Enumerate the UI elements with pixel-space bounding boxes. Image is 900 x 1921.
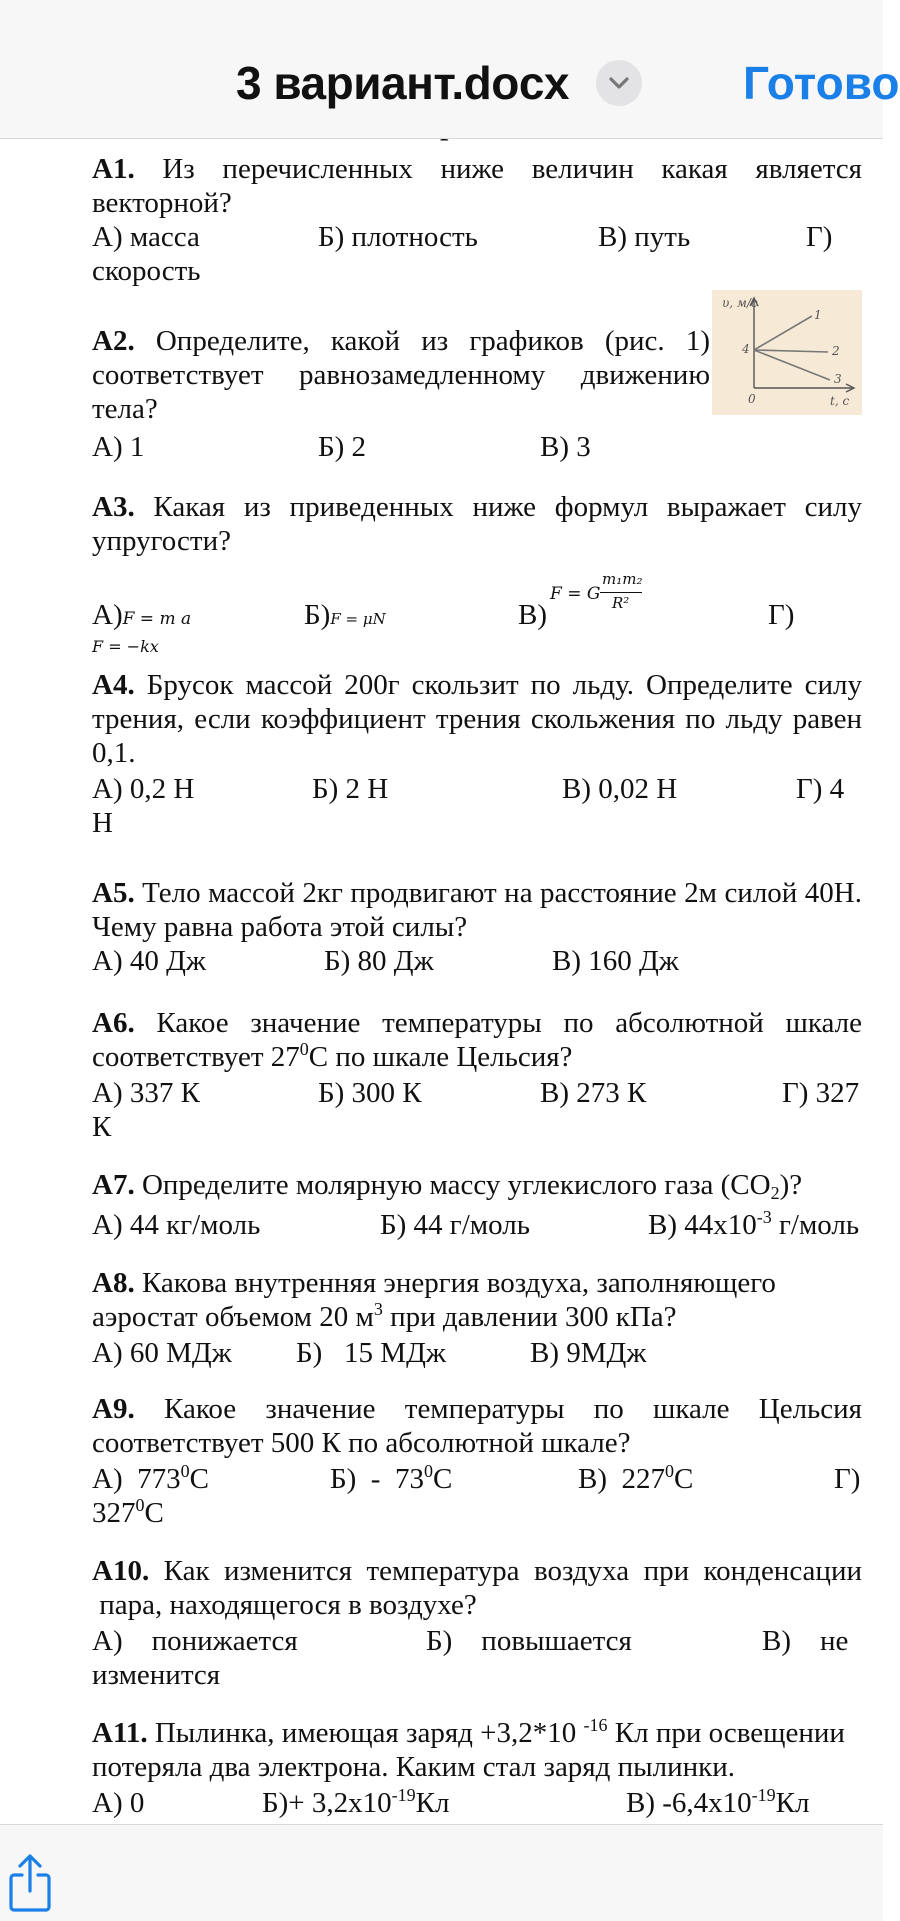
a1-option-d-cont: скорость <box>92 255 201 287</box>
share-icon[interactable] <box>8 1853 52 1918</box>
formula-hooke: F = −kx <box>92 637 159 656</box>
formula-friction: F = μN <box>330 610 386 628</box>
a9-option-b: $Б) - 73^0С$ <box>330 1461 453 1495</box>
done-button[interactable]: Готово <box>743 57 900 109</box>
question-a11-line2: потеряла два электрона. Каким стал заряд пылинки. <box>92 1751 736 1783</box>
a7-option-c: В) $44х10^{-3}$ г/моль <box>648 1207 860 1241</box>
a9-option-d-cont: $327^0С$ <box>92 1495 164 1529</box>
a4-option-b: Б) 2 Н <box>312 773 389 805</box>
question-a10-line2: пара, находящегося в воздухе? <box>92 1589 477 1621</box>
a11-option-c: В) $-6,4х10^{-19}Кл$ <box>626 1785 810 1819</box>
question-a4: А4. Брусок массой 200г скользит по льду. Определите силу трения, если коэффициент трения скольжения по льду равен 0,1. <box>92 669 862 769</box>
question-a10: А10. Как изменится температура воздуха при конденсации <box>92 1555 862 1587</box>
a5-option-c: В) 160 Дж <box>552 945 679 977</box>
a4-option-a: А) 0,2 Н <box>92 773 195 805</box>
a2-option-b: Б) 2 <box>318 431 367 463</box>
question-a5: А5. Тело массой 2кг продвигают на расстояние 2м силой 40Н. Чему равна работа этой силы? <box>92 877 862 943</box>
a10-option-c: В) не <box>762 1625 849 1657</box>
question-a8-line2: аэростат объемом 20 $м^3$ при давлении 300 кПа? <box>92 1299 677 1333</box>
question-a9: А9. Какое значение температуры по шкале Цельсия <box>92 1393 862 1425</box>
question-a1: А1. Из перечисленных ниже величин какая является векторной? <box>92 153 862 219</box>
question-a2-line3: тела? <box>92 393 158 425</box>
a1-option-b: Б) плотность <box>318 221 478 253</box>
graph-line-1 <box>754 316 812 350</box>
a6-option-c: В) 273 К <box>540 1077 647 1109</box>
a11-option-b: $Б)+ 3,2х10^{-19}Кл$ <box>262 1785 450 1819</box>
a1-option-c: В) путь <box>598 221 691 253</box>
a8-option-b: Б) 15 МДж <box>296 1337 446 1369</box>
bottom-toolbar <box>0 1824 883 1921</box>
a10-option-b: Б) повышается <box>426 1625 632 1657</box>
question-a3: А3. Какая из приведенных ниже формул выражает силу упругости? <box>92 491 862 557</box>
graph-origin: 0 <box>748 392 756 406</box>
graph-line-3 <box>754 350 830 380</box>
a7-option-a: А) 44 кг/моль <box>92 1209 261 1241</box>
a5-option-a: А) 40 Дж <box>92 945 206 977</box>
a1-option-d: Г) <box>806 221 833 253</box>
a4-option-d-cont: Н <box>92 807 113 839</box>
navigation-bar <box>0 0 900 139</box>
question-a6: А6. Какое значение температуры по абсолютной шкале <box>92 1007 862 1039</box>
a7-option-b: Б) 44 г/моль <box>380 1209 530 1241</box>
graph-y-label: υ, м/с <box>722 296 758 310</box>
graph-line-2 <box>754 350 828 352</box>
a9-option-a: А) $773^0С$ <box>92 1461 209 1495</box>
graph-x-label: t, с <box>830 394 850 408</box>
chevron-down-icon[interactable] <box>596 60 642 106</box>
formula-newton: F = m a <box>122 609 192 629</box>
question-a7: А7. Определите молярную массу углекислого газа (СО2)? <box>92 1169 803 1203</box>
a6-option-d-cont: К <box>92 1111 112 1143</box>
graph-line-2-label: 2 <box>832 344 840 358</box>
question-a2: А2. Определите, какой из графиков (рис. 1) <box>92 325 710 357</box>
a8-option-a: А) 60 МДж <box>92 1337 232 1369</box>
a3-option-a: А)F = m a <box>92 599 192 631</box>
a5-option-b: Б) 80 Дж <box>324 945 434 977</box>
a6-option-d: Г) 327 <box>782 1077 860 1109</box>
graph-line-3-label: 3 <box>834 372 842 386</box>
a10-option-a: А) понижается <box>92 1625 298 1657</box>
a8-option-c: В) 9МДж <box>530 1337 647 1369</box>
a3-option-c-label: В) <box>518 599 547 631</box>
velocity-graph-figure <box>712 290 862 415</box>
graph-line-1-label: 1 <box>814 308 822 322</box>
document-body[interactable]: А1. Из перечисленных ниже величин какая является векторной? А) масса Б) плотность В) путь Г) скорость А2. Определите, какой из графиков (рис. 1) соответствует равнозамедленному движению тела? А) 1 Б) 2 В) 3 υ, м/с t, с 4 0 1 2 3 А3. Какая из приведенных ниже формул выражает силу упругости? А)F = m a Б)F = μN В) F = G m₁m₂ R² Г) F = −kx А4. Брусок массой 200г скользит по льду. Определите силу трения, если коэффициент трения скольжения по льду равен 0,1. А) 0,2 Н Б) 2 Н В) 0,02 Н Г) 4 Н А5. Тело массой 2кг продвигают на расстояние 2м силой 40Н. Чему равна работа этой силы? А) 40 Дж Б) 80 Дж В) 160 Дж А6. Какое значение температуры по абсолютной шкале соответствует $27^0С$ по шкале Цельсия? А) 337 К Б) 300 К В) 273 К Г) 327 К А7. Определите молярную массу углекислого газа (СО2)? А) 44 кг/моль Б) 44 г/моль В) $44х10^{-3}$ г/моль А8. Какова внутренняя энергия воздуха, заполняющего аэростат объемом 20 $м^3$ при давлении 300 кПа? А) 60 МДж Б) 15 МДж В) 9МДж А9. Какое значение температуры по шкале Цельсия соответствует 500 К по абсолютной шкале? А) $773^0С$ $Б) - 73^0С$ В) $227^0С$ Г) $327^0С$ А10. Как изменится температура воздуха при конденсации пара, находящегося в воздухе? А) понижается Б) повышается В) не изменится А11. Пылинка, имеющая заряд +3,2*10 $^{-16}$ Кл при освещении потеряла два электрона. Каким стал заряд пылинки. А) 0 $Б)+ 3,2х10^{-19}Кл$ В) $-6,4х10^{-19}Кл$ <box>0 138 883 1824</box>
a4-option-c: В) 0,02 Н <box>562 773 678 805</box>
question-a8: А8. Какова внутренняя энергия воздуха, заполняющего <box>92 1267 776 1299</box>
a3-option-d: Г) <box>768 599 795 631</box>
question-a11: А11. Пылинка, имеющая заряд +3,2*10 $^{-16}$ Кл при освещении <box>92 1715 845 1749</box>
a11-option-a: А) 0 <box>92 1787 145 1819</box>
a2-option-a: А) 1 <box>92 431 145 463</box>
graph-y-tick-4: 4 <box>742 342 750 356</box>
a1-option-a: А) масса <box>92 221 200 253</box>
a4-option-d: Г) 4 <box>796 773 845 805</box>
question-a9-line2: соответствует 500 К по абсолютной шкале? <box>92 1427 631 1459</box>
a10-option-c-cont: изменится <box>92 1659 221 1691</box>
document-title[interactable]: 3 вариант.docx <box>236 57 569 109</box>
a6-option-b: Б) 300 К <box>318 1077 422 1109</box>
a9-option-d: Г) <box>834 1463 861 1495</box>
a9-option-c: В) $227^0С$ <box>578 1461 694 1495</box>
a2-option-c: В) 3 <box>540 431 591 463</box>
question-a6-line2: соответствует $27^0С$ по шкале Цельсия? <box>92 1039 573 1073</box>
question-a2-line2: соответствует равнозамедленному движению <box>92 359 710 391</box>
a3-option-b: Б)F = μN <box>304 599 386 631</box>
a6-option-a: А) 337 К <box>92 1077 200 1109</box>
